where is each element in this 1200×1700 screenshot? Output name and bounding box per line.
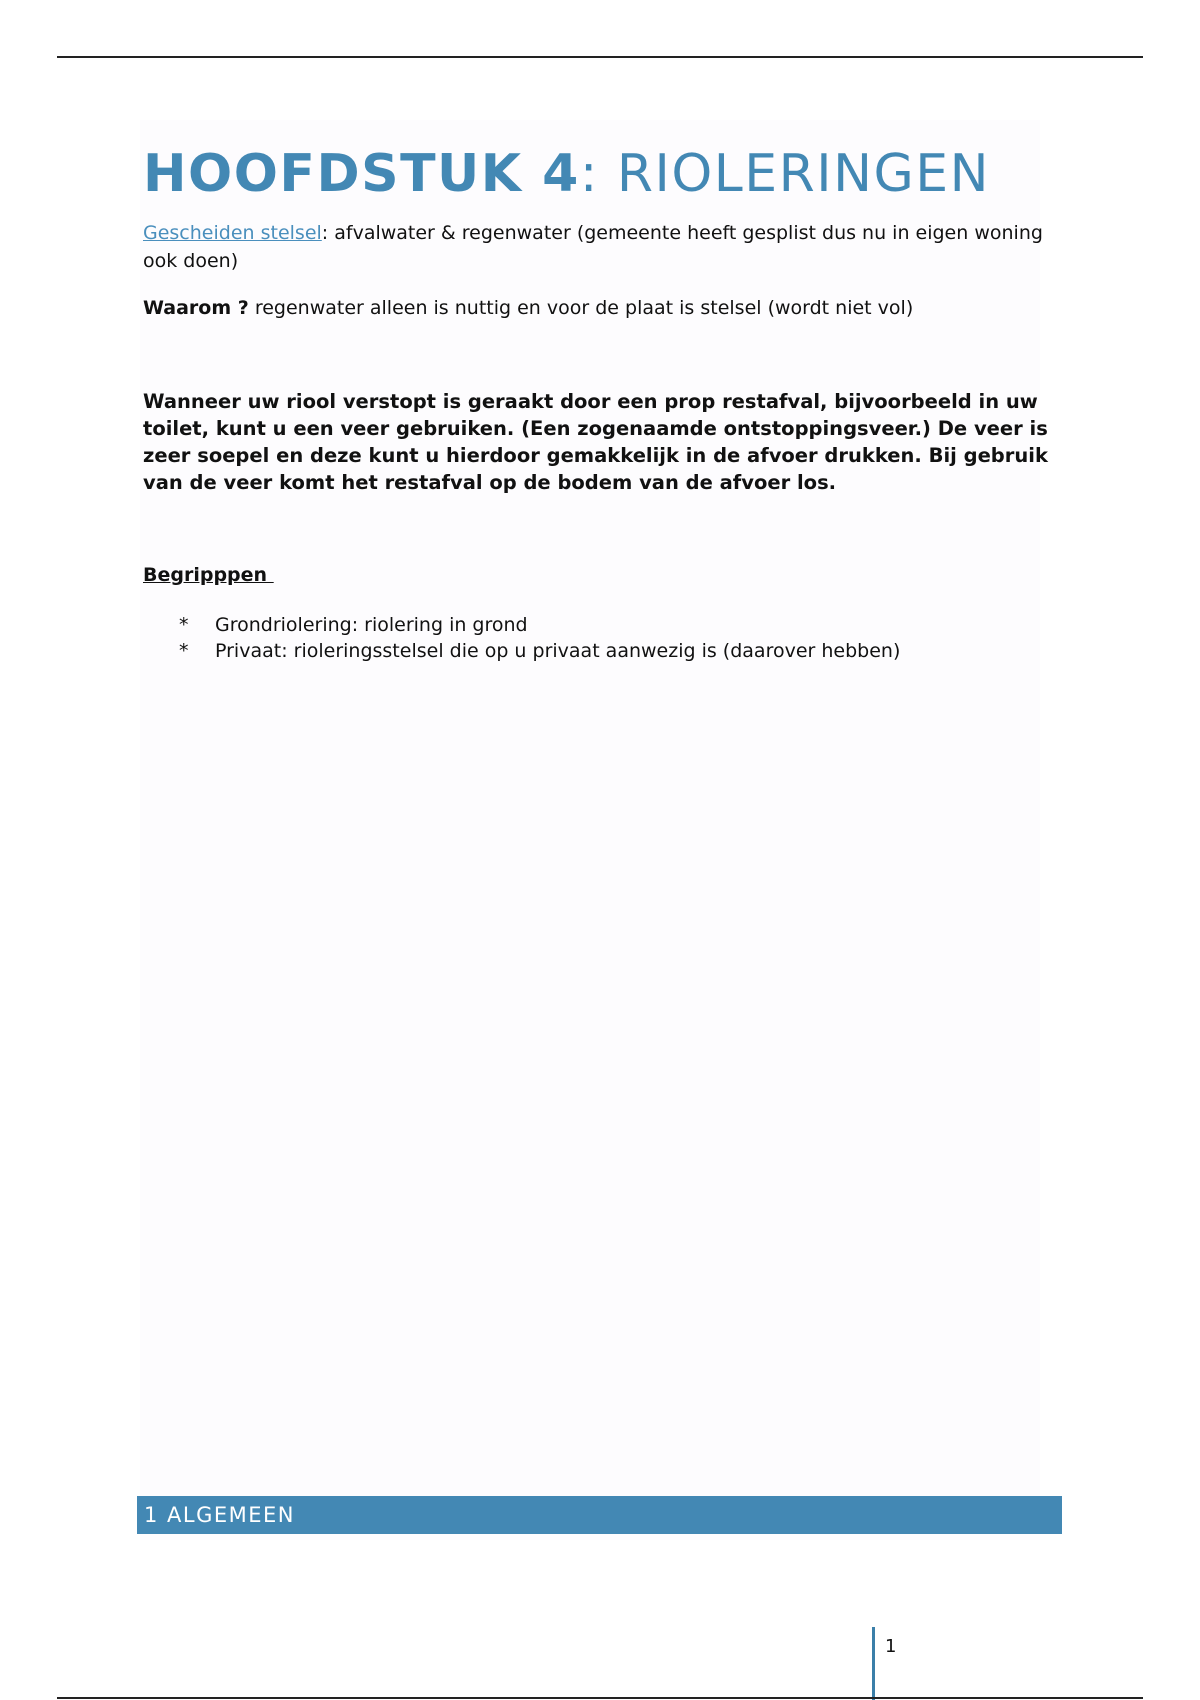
bullet-marker: * bbox=[179, 614, 189, 636]
gescheiden-stelsel-link[interactable]: Gescheiden stelsel bbox=[143, 222, 322, 244]
chapter-title bbox=[143, 140, 990, 208]
chapter-title-number: HOOFDSTUK 4 bbox=[143, 144, 580, 204]
page-content-area bbox=[140, 120, 1040, 1540]
begrippen-heading: Begripppen bbox=[143, 564, 274, 586]
list-item-text: Privaat: rioleringsstelsel die op u privaat aanwezig is (daarover hebben) bbox=[215, 640, 901, 662]
chapter-title-name: : RIOLERINGEN bbox=[579, 144, 991, 204]
list-item-text: Grondriolering: riolering in grond bbox=[215, 614, 528, 636]
waarom-label: Waarom ? bbox=[143, 297, 249, 319]
bullet-marker: * bbox=[179, 640, 189, 662]
footer-rule bbox=[57, 1697, 1143, 1699]
section-heading-algemeen: 1 ALGEMEEN bbox=[137, 1496, 1062, 1534]
page-number: 1 bbox=[885, 1636, 897, 1657]
list-item bbox=[143, 612, 900, 638]
paragraph-waarom bbox=[143, 294, 1043, 322]
paragraph-gescheiden-stelsel bbox=[143, 219, 1043, 275]
header-rule bbox=[57, 56, 1143, 58]
begrippen-list bbox=[143, 612, 900, 664]
list-item bbox=[143, 638, 900, 664]
paragraph-ontstoppingsveer: Wanneer uw riool verstopt is geraakt door een prop restafval, bijvoorbeeld in uw toilet, kunt u een veer gebruiken. (Een zogenaamde ontstoppingsveer.) De veer is zeer soepel en deze kunt u hierdoor gemakkelijk in de afvoer drukken. Bij gebruik van de veer komt het restafval op de bodem van de afvoer los. bbox=[143, 390, 1048, 494]
paragraph-2-text: regenwater alleen is nuttig en voor de plaat is stelsel (wordt niet vol) bbox=[248, 297, 914, 319]
page-number-rule bbox=[872, 1627, 875, 1700]
paragraph-1-text: : afvalwater & regenwater (gemeente heeft gesplist dus nu in eigen woning ook doen) bbox=[143, 222, 1043, 272]
